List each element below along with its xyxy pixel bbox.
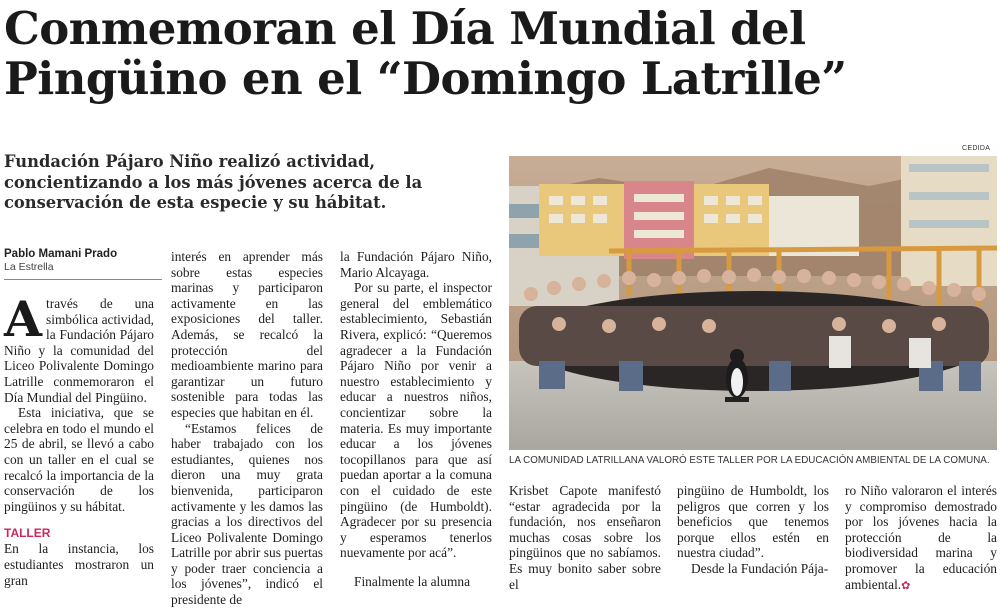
lead-paragraph-text: través de una simbólica actividad, la Fundación Pájaro Niño y la comunidad del Liceo Polivalente Domingo Latrille conmemoraron el Día Mundial del Pingüino.: [4, 296, 154, 405]
body-paragraph: En la instancia, los estudiantes mostraron un gran: [4, 541, 154, 588]
body-paragraph: “Estamos felices de haber trabajado con los estudiantes, quienes nos dieron una muy grata bienvenida, participaron activamente y les damos las gracias a los directivos del Liceo Polivalente Domingo Latrille por abrir sus puertas y poder traer conciencia a los jóvenes”, indicó el presidente de: [171, 420, 323, 608]
group-photo: [509, 156, 997, 450]
body-paragraph: Por su parte, el inspector general del emblemático establecimiento, Sebastián Rivera, explicó: “Queremos agradecer a la Fundación Pájaro Niño por venir a nuestro establecimiento y educar a nuestros niños, concientizar sobre la materia. Es muy importante educar a los jóvenes tocopillanos para que así puedan aportar a la comuna con el cuidado de este pingüino (de Humboldt). Agradecer por su presencia y esperamos tenerlos nuevamente por acá”.: [340, 280, 492, 561]
article-column-6: [845, 483, 997, 592]
article-headline: [4, 4, 994, 104]
body-paragraph: pingüino de Humboldt, los peligros que corren y los beneficios que tenemos porque ellos estén en nuestra ciudad”.: [677, 483, 829, 561]
body-paragraph: interés en aprender más sobre estas especies marinas y participaron activamente en las exposiciones del taller. Además, se recalcó la protección del medioambiente marino para garantizar un futuro sostenible para todas las especies que habitan en él.: [171, 249, 323, 420]
author-name: Pablo Mamani Prado: [4, 248, 118, 260]
headline-line-2: Pingüino en el “Domingo Latrille”: [4, 52, 847, 105]
article-column-2: [171, 249, 323, 608]
photo-caption: LA COMUNIDAD LATRILLANA VALORÓ ESTE TALLER POR LA EDUCACIÓN AMBIENTAL DE LA COMUNA.: [509, 455, 990, 466]
drop-cap: A: [4, 290, 43, 348]
group-photo-illustration: [509, 156, 997, 450]
article-column-4: [509, 483, 661, 592]
byline: [4, 247, 162, 274]
section-subheading: TALLER: [4, 526, 51, 541]
body-paragraph: Desde la Fundación Pája-: [691, 560, 829, 576]
photo-credit: CEDIDA: [962, 145, 991, 152]
body-paragraph: Krisbet Capote manifestó “estar agradecida por la fundación, nos enseñaron muchas cosas sobre los pingüinos que no sabíamos. Es muy bonito saber sobre el: [509, 483, 661, 592]
headline-line-1: Conmemoran el Día Mundial del: [4, 2, 806, 55]
body-paragraph: la Fundación Pájaro Niño, Mario Alcayaga.: [340, 249, 492, 280]
body-paragraph: Esta iniciativa, que se celebra en todo el mundo el 25 de abril, se llevó a cabo con un taller en el cual se recalcó la importancia de la conservación de los pingüinos y su hábitat.: [4, 405, 154, 514]
article-column-1: [4, 290, 154, 588]
end-mark-icon: ✿: [901, 579, 911, 592]
article-column-5: [677, 483, 829, 578]
closing-paragraph-text: ro Niño valoraron el interés y compromiso demostrado por los jóvenes hacia la protección de la biodiversidad marina y promover la educación ambiental.: [845, 483, 997, 592]
byline-divider: [4, 279, 162, 280]
outlet-name: La Estrella: [4, 261, 54, 273]
article-subheadline: Fundación Pájaro Niño realizó actividad, concientizando a los más jóvenes acerca de la conservación de esta especie y su hábitat.: [4, 152, 423, 212]
body-paragraph: Finalmente la alumna: [354, 573, 471, 589]
body-paragraph: [845, 483, 997, 594]
lead-paragraph: [4, 290, 154, 405]
article-column-3: [340, 249, 492, 589]
